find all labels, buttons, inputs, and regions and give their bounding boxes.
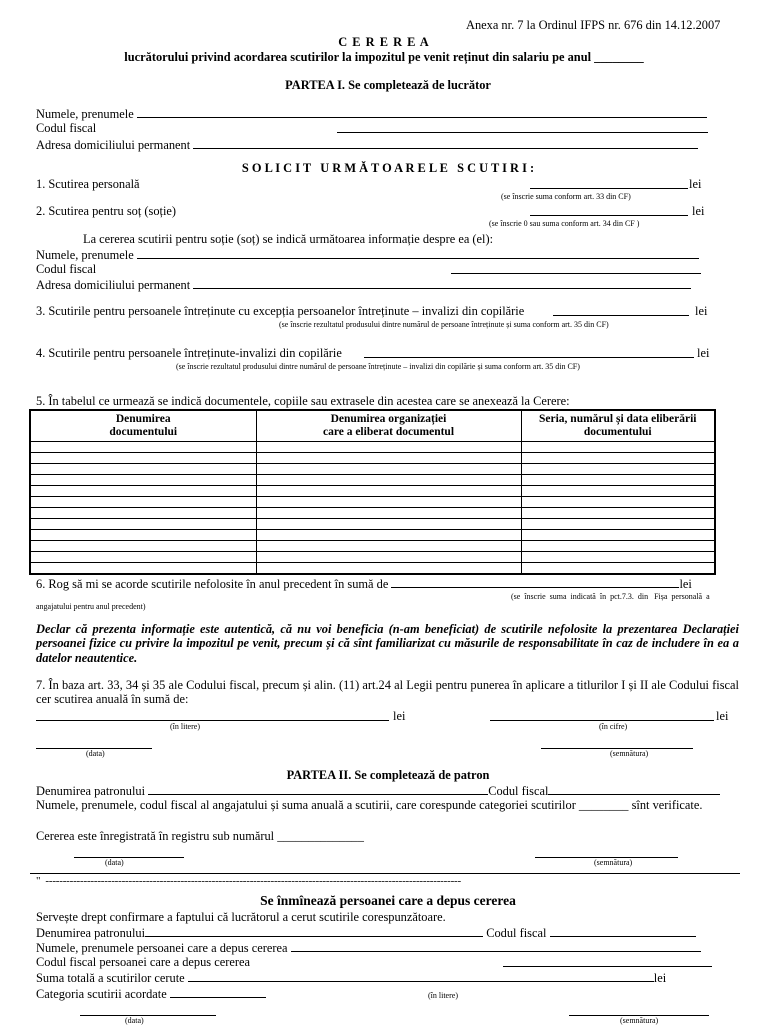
- spouse-intro: La cererea scutirii pentru soție (soț) se indică următoarea informație despre ea (el):: [83, 232, 494, 246]
- cut-line: " ------------------------------------------------------------------------------------------------------------------------: [36, 875, 461, 887]
- table-cell[interactable]: [256, 453, 521, 464]
- table-cell[interactable]: [256, 497, 521, 508]
- exemption-2-input[interactable]: [530, 204, 688, 216]
- exemption-4-input[interactable]: [364, 346, 694, 358]
- worker-address-field[interactable]: [36, 137, 698, 152]
- table-cell[interactable]: [256, 519, 521, 530]
- item7-date-caption: (data): [86, 749, 105, 758]
- spouse-fiscal-code-input[interactable]: [451, 262, 701, 274]
- exemption-1-currency: lei: [689, 177, 702, 191]
- part2-heading: PARTEA II. Se completează de patron: [286, 768, 490, 782]
- exemption-2-note: (se înscrie 0 sau suma conform art. 34 din CF ): [489, 219, 640, 228]
- spouse-name-label: Numele, prenumele: [36, 248, 134, 262]
- item7-digits-input[interactable]: [490, 709, 714, 721]
- table-cell[interactable]: [256, 541, 521, 552]
- col-header-line: documentului: [583, 426, 652, 439]
- item7-date-input[interactable]: [36, 737, 152, 749]
- worker-name-input[interactable]: [137, 106, 707, 118]
- receipt-name-input[interactable]: [291, 940, 701, 952]
- receipt-currency: lei: [653, 971, 667, 985]
- table-row: [30, 442, 715, 453]
- worker-address-label: Adresa domiciliului permanent: [36, 138, 191, 152]
- receipt-signature-input[interactable]: [569, 1004, 709, 1016]
- receipt-code-label: Codul fiscal persoanei care a depus cererea: [36, 955, 250, 969]
- table-cell[interactable]: [256, 530, 521, 541]
- col-issuing-organization: [256, 410, 521, 442]
- receipt-fiscal-code-input[interactable]: [550, 925, 696, 937]
- table-cell[interactable]: [521, 453, 715, 464]
- table-cell[interactable]: [30, 552, 256, 563]
- exemption-4-currency: lei: [697, 346, 710, 360]
- top-rule: [30, 873, 740, 874]
- exemption-3-note: (se înscrie rezultatul produsului dintre numărul de persoane întreținute și suma conform art. 35 din CF): [279, 320, 609, 329]
- receipt-date-caption: (data): [125, 1016, 144, 1025]
- receipt-category-input[interactable]: [170, 986, 266, 998]
- item7-text: 7. În baza art. 33, 34 și 35 ale Codului fiscal, precum și alin. (11) art.24 al Legii pentru punerea în aplicare a titlurilor I și II ale Codului fiscal cer scutirea anuală în sumă de:: [36, 678, 739, 707]
- col-header-line: documentului: [109, 426, 178, 439]
- spouse-name-field[interactable]: [36, 247, 699, 262]
- receipt-category-field[interactable]: [36, 986, 266, 1001]
- table-cell[interactable]: [521, 442, 715, 453]
- receipt-signature-caption: (semnătura): [620, 1016, 659, 1025]
- part2-date-caption: (data): [105, 858, 124, 867]
- table-cell[interactable]: [30, 442, 256, 453]
- table-row: [30, 508, 715, 519]
- receipt-category-label: Categoria scutirii acordate: [36, 987, 167, 1001]
- table-cell[interactable]: [521, 464, 715, 475]
- exemption-1-label: 1. Scutirea personală: [36, 177, 140, 191]
- worker-fiscal-code-label: Codul fiscal: [36, 121, 97, 135]
- table-cell[interactable]: [30, 486, 256, 497]
- part2-register-text: Cererea este înregistrată în registru sub numărul ______________: [36, 829, 364, 843]
- item6-note-right: (se înscrie suma indicată în pct.7.3. din Fișa personală a: [511, 592, 710, 601]
- worker-name-field[interactable]: [36, 106, 707, 121]
- receipt-name-field[interactable]: [36, 940, 701, 955]
- table-cell[interactable]: [521, 497, 715, 508]
- form-subtitle: lucrătorului privind acordarea scutirilor la impozitul pe venit reținut din salariu pe anul ________: [124, 50, 644, 64]
- receipt-date-input[interactable]: [80, 1004, 216, 1016]
- receipt-heading: Se înmînează persoanei care a depus cererea: [260, 893, 516, 908]
- col-header-line: Seria, numărul și data eliberării: [539, 413, 697, 425]
- receipt-in-words-caption: (în litere): [428, 991, 458, 1000]
- table-cell[interactable]: [30, 541, 256, 552]
- form-title: C E R E R E A: [338, 35, 430, 49]
- item7-digits-caption: (în cifre): [599, 722, 628, 731]
- table-row: [30, 563, 715, 575]
- item6-input[interactable]: [391, 576, 679, 588]
- table-cell[interactable]: [30, 519, 256, 530]
- employer-fiscal-code-input[interactable]: [548, 783, 720, 795]
- part2-verified-text: Numele, prenumele, codul fiscal al angajatului și suma anuală a scutirii, care corespunde categoriei scutirilor ________ sînt verificate.: [36, 798, 703, 812]
- part1-heading: PARTEA I. Se completează de lucrător: [285, 78, 491, 92]
- table-cell[interactable]: [521, 530, 715, 541]
- exemption-3-currency: lei: [695, 304, 708, 318]
- exemption-1-note: (se înscrie suma conform art. 33 din CF): [501, 192, 631, 201]
- annex-reference: Anexa nr. 7 la Ordinul IFPS nr. 676 din 14.12.2007: [466, 18, 721, 32]
- table-cell[interactable]: [30, 475, 256, 486]
- exemptions-heading: S O L I C I T U R M Ă T O A R E L E S C U T I R I :: [241, 161, 535, 175]
- receipt-total-label: Suma totală a scutirilor cerute: [36, 971, 185, 985]
- table-cell[interactable]: [30, 453, 256, 464]
- table-cell[interactable]: [256, 552, 521, 563]
- worker-address-input[interactable]: [193, 137, 698, 149]
- spouse-name-input[interactable]: [137, 247, 699, 259]
- receipt-employer-label: Denumirea patronului: [36, 926, 146, 940]
- table-cell[interactable]: [256, 508, 521, 519]
- table-row: [30, 486, 715, 497]
- exemption-2-label: 2. Scutirea pentru soț (soție): [36, 204, 177, 218]
- worker-name-label: Numele, prenumele: [36, 107, 134, 121]
- col-header-line: care a eliberat documentul: [322, 426, 455, 439]
- table-row: [30, 475, 715, 486]
- receipt-code-input[interactable]: [503, 955, 712, 967]
- table-cell[interactable]: [30, 497, 256, 508]
- exemption-4-note: (se înscrie rezultatul produsului dintre numărul de persoane întreținute – invalizi din copilărie și suma conform art. 35 din CF): [176, 362, 580, 371]
- employer-input[interactable]: [148, 783, 488, 795]
- col-document-name: [30, 410, 256, 442]
- table-cell[interactable]: [30, 464, 256, 475]
- table-row: [30, 497, 715, 508]
- item7-currency: lei: [393, 709, 406, 723]
- table-cell[interactable]: [521, 486, 715, 497]
- table-cell[interactable]: [256, 563, 521, 575]
- table-cell[interactable]: [521, 541, 715, 552]
- table-cell[interactable]: [521, 552, 715, 563]
- receipt-fiscal-code-label: Codul fiscal: [486, 926, 547, 940]
- part2-date-input[interactable]: [74, 846, 184, 858]
- table-row: [30, 519, 715, 530]
- spouse-fiscal-code-label: Codul fiscal: [36, 262, 97, 276]
- item7-signature-input[interactable]: [541, 737, 693, 749]
- table-cell[interactable]: [30, 530, 256, 541]
- col-header-line: Denumirea: [115, 413, 171, 425]
- table-cell[interactable]: [256, 464, 521, 475]
- exemption-2-currency: lei: [692, 204, 705, 218]
- item7-signature-caption: (semnătura): [610, 749, 649, 758]
- employer-fiscal-code-label: Codul fiscal: [488, 784, 549, 798]
- table-cell[interactable]: [30, 508, 256, 519]
- receipt-name-label: Numele, prenumele persoanei care a depus cererea: [36, 941, 288, 955]
- part2-signature-caption: (semnătura): [594, 858, 633, 867]
- table-cell[interactable]: [521, 475, 715, 486]
- declaration-text: Declar că prezenta informație este autentică, că nu voi beneficia (n-am beneficiat) de scutirile nefolosite la prezentarea Declarației persoanei fizice cu privire la impozitul pe venit, precum și că sînt familiarizat cu măsurile de responsabilitate în caz de includere în ea a datelor neautentice.: [36, 622, 739, 665]
- col-header-line: Denumirea organizației: [330, 413, 447, 425]
- receipt-employer-input[interactable]: [145, 925, 483, 937]
- item6-note-left: angajatului pentru anul precedent): [36, 602, 146, 611]
- receipt-total-field[interactable]: [36, 970, 666, 985]
- exemption-4-label: 4. Scutirile pentru persoanele întreținute-invalizi din copilărie: [36, 346, 342, 360]
- table-row: [30, 541, 715, 552]
- receipt-confirm-text: Servește drept confirmare a faptului că lucrătorul a cerut scutirile corespunzătoare.: [36, 910, 446, 924]
- table-cell[interactable]: [521, 563, 715, 575]
- item7-words-caption: (în litere): [170, 722, 200, 731]
- item7-words-input[interactable]: [36, 709, 389, 721]
- item6-field[interactable]: [36, 576, 692, 591]
- spouse-address-label: Adresa domiciliului permanent: [36, 278, 191, 292]
- exemption-3-input[interactable]: [553, 304, 689, 316]
- item7-currency-2: lei: [716, 709, 729, 723]
- worker-fiscal-code-input[interactable]: [337, 121, 708, 133]
- table-cell[interactable]: [521, 519, 715, 530]
- table-cell[interactable]: [256, 475, 521, 486]
- documents-intro: 5. În tabelul ce urmează se indică documentele, copiile sau extrasele din acestea care se anexează la Cerere:: [36, 394, 570, 408]
- exemption-1-input[interactable]: [530, 177, 688, 189]
- receipt-employer-field[interactable]: [36, 925, 696, 940]
- employer-label: Denumirea patronului: [36, 784, 146, 798]
- table-cell[interactable]: [256, 486, 521, 497]
- table-cell[interactable]: [521, 508, 715, 519]
- spouse-address-field[interactable]: [36, 277, 691, 292]
- table-row: [30, 552, 715, 563]
- receipt-total-input[interactable]: [188, 970, 654, 982]
- exemption-3-label: 3. Scutirile pentru persoanele întreținute cu excepția persoanelor întreținute – invalizi din copilărie: [36, 304, 525, 318]
- table-row: [30, 530, 715, 541]
- spouse-address-input[interactable]: [193, 277, 691, 289]
- table-cell[interactable]: [30, 563, 256, 575]
- table-row: [30, 464, 715, 475]
- documents-table-header: [30, 410, 715, 442]
- col-series-number-date: [521, 410, 715, 442]
- table-row: [30, 453, 715, 464]
- documents-table: [29, 409, 716, 575]
- table-cell[interactable]: [256, 442, 521, 453]
- employer-field[interactable]: [36, 783, 720, 798]
- item6-currency: lei: [679, 577, 692, 591]
- part2-signature-input[interactable]: [535, 846, 678, 858]
- item6-text: 6. Rog să mi se acorde scutirile nefolosite în anul precedent în sumă de: [36, 577, 389, 591]
